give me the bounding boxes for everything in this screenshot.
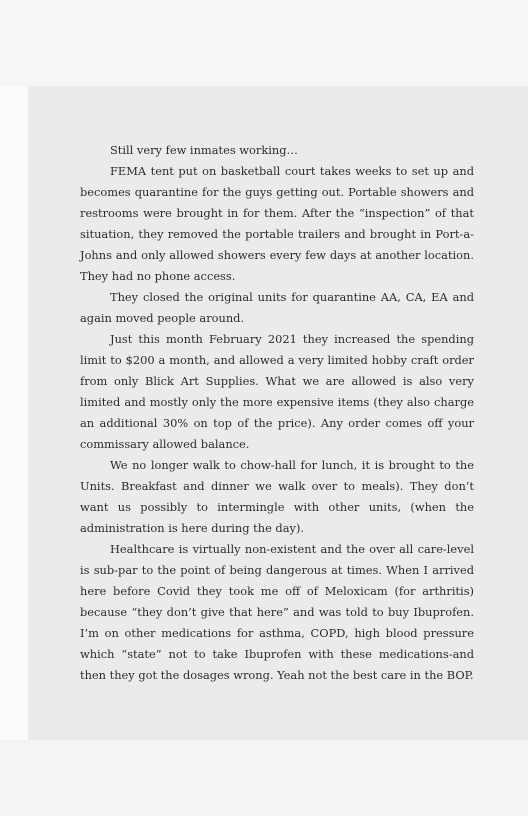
paragraph: We no longer walk to chow-hall for lunch, it is brought to the Units. Breakfast and dinner we walk over to meals). They don’t want us possibly to intermingle with other units, (when the administration is here during the day). <box>80 458 474 535</box>
paragraph: Just this month February 2021 they increased the spending limit to $200 a month, and allowed a very limited hobby craft order from only Blick Art Supplies. What we are allowed is also very limited and mostly only the more expensive items (they also charge an additional 30% on top of the price). Any order comes off your commissary allowed balance. <box>80 332 474 451</box>
paragraph: FEMA tent put on basketball court takes weeks to set up and becomes quarantine for the guys getting out. Portable showers and restrooms were brought in for them. After the “inspection” of that situation, they removed the portable trailers and brought in Port-a-Johns and only allowed showers every few days at another location. They had no phone access. <box>80 164 474 283</box>
paragraph: Still very few inmates working… <box>110 143 298 157</box>
paragraph: Healthcare is virtually non-existent and the over all care-level is sub-par to the point of being dangerous at times. When I arrived here before Covid they took me off of Meloxicam (for arthritis) because “they don’t give that here” and was told to buy Ibuprofen. I’m on other medications for asthma, COPD, high blood pressure which “state” not to take Ibuprofen with these medications-and then they got the dosages wrong. Yeah not the best care in the BOP. <box>80 542 474 682</box>
scan-margin-bottom <box>0 740 528 816</box>
scan-margin-top <box>0 0 528 86</box>
body-text <box>80 140 474 686</box>
paragraph: They closed the original units for quarantine AA, CA, EA and again moved people around. <box>80 290 474 325</box>
